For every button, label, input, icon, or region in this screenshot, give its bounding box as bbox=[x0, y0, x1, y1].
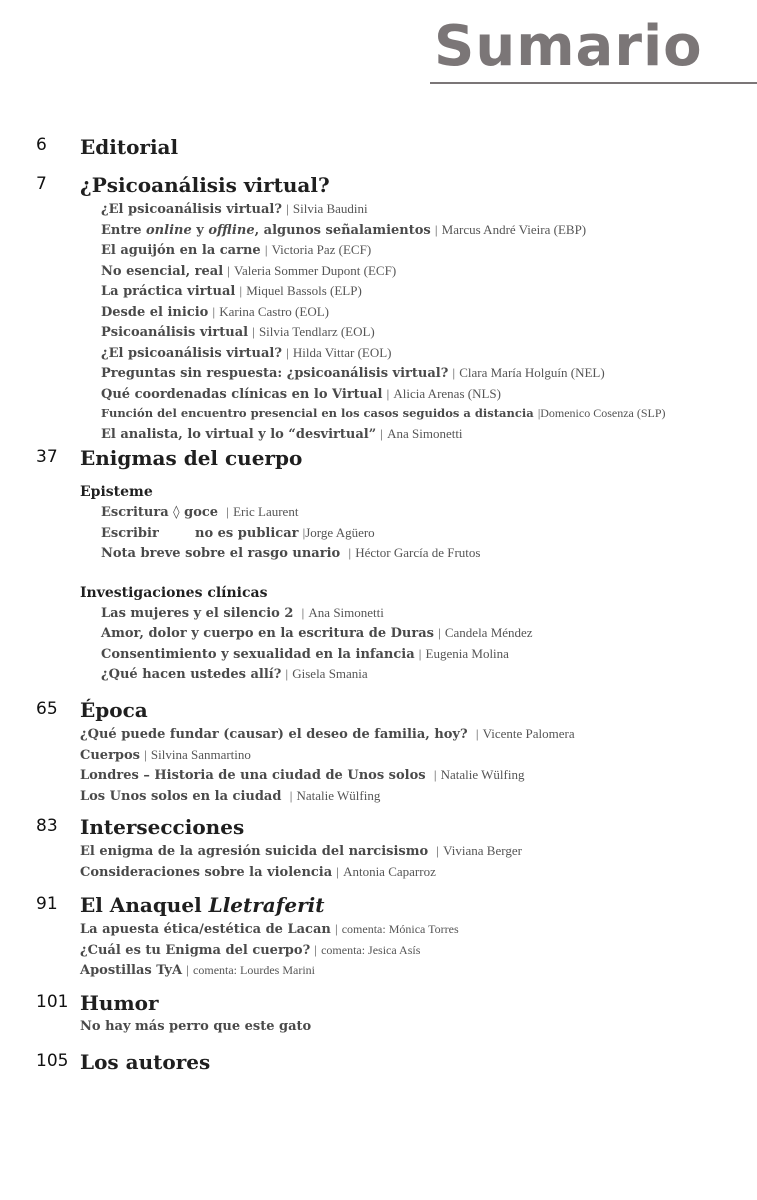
section-title: Enigmas del cuerpo bbox=[80, 446, 303, 470]
toc-entry[interactable]: Función del encuentro presencial en los casos seguidos a distancia |Domenico Cosenza (SLP) bbox=[101, 406, 666, 420]
section-page-number: 105 bbox=[36, 1051, 69, 1071]
section-humor bbox=[0, 989, 757, 1048]
toc-entry[interactable]: ¿Qué hacen ustedes allí? | Gisela Smania bbox=[101, 666, 368, 682]
entry-title: No hay más perro que este gato bbox=[80, 1019, 312, 1034]
toc-entry[interactable]: Los Unos solos en la ciudad | Natalie Wülfing bbox=[80, 787, 381, 804]
section-los-autores bbox=[0, 1048, 757, 1088]
entry-author: Antonia Caparroz bbox=[343, 863, 436, 879]
entry-title: No esencial, real bbox=[101, 263, 224, 279]
entry-author: Eric Laurent bbox=[233, 504, 299, 519]
section-title: Editorial bbox=[80, 135, 179, 159]
entry-title: ¿El psicoanálisis virtual? bbox=[101, 202, 282, 217]
entry-title: ¿Qué hacen ustedes allí? bbox=[101, 667, 282, 682]
toc-entry[interactable]: No esencial, real | Valeria Sommer Dupont (ECF) bbox=[101, 262, 397, 279]
toc-entry[interactable]: Escritura ◊ goce | Eric Laurent bbox=[101, 504, 299, 520]
section-page-number: 37 bbox=[36, 447, 58, 467]
entry-title: Consentimiento y sexualidad en la infancia bbox=[101, 646, 415, 662]
entry-title: Psicoanálisis virtual bbox=[101, 325, 249, 340]
toc-entry[interactable]: Desde el inicio | Karina Castro (EOL) bbox=[101, 303, 329, 320]
entry-author: Valeria Sommer Dupont (ECF) bbox=[234, 262, 397, 278]
section-page-number: 101 bbox=[36, 992, 69, 1012]
entry-title: Nota breve sobre el rasgo unario bbox=[101, 546, 341, 561]
toc-entry[interactable]: Consideraciones sobre la violencia | Antonia Caparroz bbox=[80, 863, 436, 880]
toc-entry[interactable]: La apuesta ética/estética de Lacan | comenta: Mónica Torres bbox=[80, 921, 459, 937]
entry-title: La práctica virtual bbox=[101, 284, 236, 299]
entry-author: comenta: Lourdes Marini bbox=[193, 963, 315, 977]
section-page-number: 65 bbox=[36, 699, 58, 719]
entry-title: Entre online y offline, algunos señalamientos bbox=[101, 222, 431, 238]
article-list bbox=[80, 841, 757, 882]
entry-title: ¿Qué puede fundar (causar) el deseo de familia, hoy? bbox=[80, 727, 468, 742]
entry-title: Apostillas TyA bbox=[80, 963, 183, 978]
toc-entry[interactable]: ¿El psicoanálisis virtual? | Hilda Vittar (EOL) bbox=[101, 344, 392, 361]
section-title: El Anaquel Lletraferit bbox=[80, 893, 325, 917]
toc-entry[interactable]: El enigma de la agresión suicida del narcisismo | Viviana Berger bbox=[80, 843, 522, 859]
entry-title: Qué coordenadas clínicas en lo Virtual bbox=[101, 386, 383, 402]
entry-author: Vicente Palomera bbox=[482, 726, 575, 741]
section-page-number: 7 bbox=[36, 174, 47, 194]
toc-entry[interactable]: Psicoanálisis virtual | Silvia Tendlarz (EOL) bbox=[101, 324, 375, 340]
entry-title: ¿Cuál es tu Enigma del cuerpo? bbox=[80, 942, 311, 958]
entry-title: Cuerpos bbox=[80, 747, 140, 763]
table-of-contents bbox=[0, 133, 757, 1088]
entry-author: Viviana Berger bbox=[443, 843, 522, 858]
entry-title: Amor, dolor y cuerpo en la escritura de Duras bbox=[101, 626, 434, 641]
entry-title: El analista, lo virtual y lo “desvirtual” bbox=[101, 426, 377, 442]
entry-title: Los Unos solos en la ciudad bbox=[80, 788, 282, 804]
section-psicoanalisis-virtual bbox=[0, 171, 757, 444]
toc-entry[interactable]: Preguntas sin respuesta: ¿psicoanálisis virtual? | Clara María Holguín (NEL) bbox=[101, 365, 605, 381]
toc-entry[interactable]: La práctica virtual | Miquel Bassols (ELP) bbox=[101, 283, 362, 299]
toc-entry[interactable]: Qué coordenadas clínicas en lo Virtual | Alicia Arenas (NLS) bbox=[101, 385, 501, 402]
header bbox=[430, 12, 757, 84]
toc-entry[interactable]: El aguijón en la carne | Victoria Paz (ECF) bbox=[101, 242, 372, 258]
section-editorial bbox=[0, 133, 757, 171]
entry-author: Miquel Bassols (ELP) bbox=[246, 283, 362, 298]
section-title: Los autores bbox=[80, 1050, 211, 1074]
entry-author: Victoria Paz (ECF) bbox=[271, 242, 372, 257]
article-list bbox=[101, 603, 757, 685]
toc-entry[interactable]: Amor, dolor y cuerpo en la escritura de Duras | Candela Méndez bbox=[101, 625, 533, 641]
entry-title: Desde el inicio bbox=[101, 304, 209, 320]
toc-entry[interactable]: Escribir no es publicar |Jorge Agüero bbox=[101, 524, 375, 541]
entry-author: Natalie Wülfing bbox=[296, 787, 381, 803]
article-list bbox=[101, 199, 757, 444]
entry-title: Función del encuentro presencial en los casos seguidos a distancia bbox=[101, 406, 534, 420]
entry-author: Karina Castro (EOL) bbox=[219, 303, 329, 319]
entry-author: Jorge Agüero bbox=[305, 524, 375, 540]
toc-entry[interactable]: Apostillas TyA | comenta: Lourdes Marini bbox=[80, 962, 315, 978]
entry-title: Londres – Historia de una ciudad de Unos solos bbox=[80, 768, 426, 783]
entry-author: Ana Simonetti bbox=[387, 425, 463, 441]
subsection-title: Episteme bbox=[80, 484, 153, 500]
entry-author: Candela Méndez bbox=[444, 625, 533, 640]
section-title: Humor bbox=[80, 991, 159, 1015]
toc-entry[interactable]: ¿Qué puede fundar (causar) el deseo de familia, hoy? | Vicente Palomera bbox=[80, 726, 575, 742]
article-list bbox=[101, 502, 757, 564]
section-title: Intersecciones bbox=[80, 815, 245, 839]
entry-title: Las mujeres y el silencio 2 bbox=[101, 605, 294, 621]
toc-entry[interactable]: ¿Cuál es tu Enigma del cuerpo? | comenta: Jesica Asís bbox=[80, 941, 421, 958]
entry-author: Ana Simonetti bbox=[308, 604, 384, 620]
entry-author: comenta: Jesica Asís bbox=[321, 942, 421, 957]
toc-entry[interactable]: El analista, lo virtual y lo “desvirtual” | Ana Simonetti bbox=[101, 425, 463, 442]
entry-author: Clara María Holguín (NEL) bbox=[459, 365, 605, 380]
subsection-title: Investigaciones clínicas bbox=[80, 584, 268, 601]
section-title: ¿Psicoanálisis virtual? bbox=[80, 173, 330, 197]
article-list bbox=[80, 724, 757, 806]
section-page-number: 83 bbox=[36, 816, 58, 836]
entry-author: Gisela Smania bbox=[292, 666, 368, 681]
entry-author: Natalie Wülfing bbox=[440, 767, 525, 782]
toc-entry[interactable]: Consentimiento y sexualidad en la infancia | Eugenia Molina bbox=[101, 645, 509, 662]
entry-author: Marcus André Vieira (EBP) bbox=[441, 221, 587, 237]
entry-author: Domenico Cosenza (SLP) bbox=[540, 406, 666, 420]
entry-author: Héctor García de Frutos bbox=[355, 545, 481, 560]
entry-title: Escribir no es publicar bbox=[101, 525, 299, 541]
section-enigmas-del-cuerpo bbox=[0, 444, 757, 696]
entry-author: Eugenia Molina bbox=[425, 645, 509, 661]
entry-title: El aguijón en la carne bbox=[101, 243, 261, 258]
section-page-number: 6 bbox=[36, 135, 47, 155]
entry-author: Silvina Sanmartino bbox=[150, 746, 251, 762]
section-el-anaquel bbox=[0, 891, 757, 989]
entry-author: Silvia Baudini bbox=[292, 201, 368, 216]
toc-entry[interactable]: Entre online y offline, algunos señalamientos | Marcus André Vieira (EBP) bbox=[101, 221, 587, 238]
entry-title: Preguntas sin respuesta: ¿psicoanálisis virtual? bbox=[101, 366, 449, 381]
toc-entry[interactable] bbox=[80, 1017, 757, 1037]
entry-author: Hilda Vittar (EOL) bbox=[292, 344, 392, 360]
entry-title: Escritura ◊ goce bbox=[101, 505, 219, 520]
section-epoca bbox=[0, 696, 757, 813]
article-list bbox=[80, 1017, 757, 1037]
entry-author: comenta: Mónica Torres bbox=[341, 922, 459, 936]
entry-author: Alicia Arenas (NLS) bbox=[393, 385, 501, 401]
toc-entry[interactable]: Londres – Historia de una ciudad de Unos solos | Natalie Wülfing bbox=[80, 767, 525, 783]
entry-title: ¿El psicoanálisis virtual? bbox=[101, 345, 282, 361]
entry-title: La apuesta ética/estética de Lacan bbox=[80, 922, 331, 937]
entry-title: Consideraciones sobre la violencia bbox=[80, 864, 333, 880]
article-list bbox=[80, 919, 757, 981]
section-title: Época bbox=[80, 698, 148, 722]
page-title: Sumario bbox=[434, 14, 703, 79]
entry-title: El enigma de la agresión suicida del narcisismo bbox=[80, 844, 429, 859]
header-rule bbox=[430, 82, 757, 84]
toc-entry[interactable]: Cuerpos | Silvina Sanmartino bbox=[80, 746, 251, 763]
section-page-number: 91 bbox=[36, 894, 58, 914]
toc-entry[interactable]: Nota breve sobre el rasgo unario | Héctor García de Frutos bbox=[101, 545, 481, 561]
entry-author: Silvia Tendlarz (EOL) bbox=[258, 324, 375, 339]
section-intersecciones bbox=[0, 813, 757, 891]
toc-entry[interactable]: Las mujeres y el silencio 2 | Ana Simonetti bbox=[101, 604, 384, 621]
toc-entry[interactable]: ¿El psicoanálisis virtual? | Silvia Baudini bbox=[101, 201, 368, 217]
